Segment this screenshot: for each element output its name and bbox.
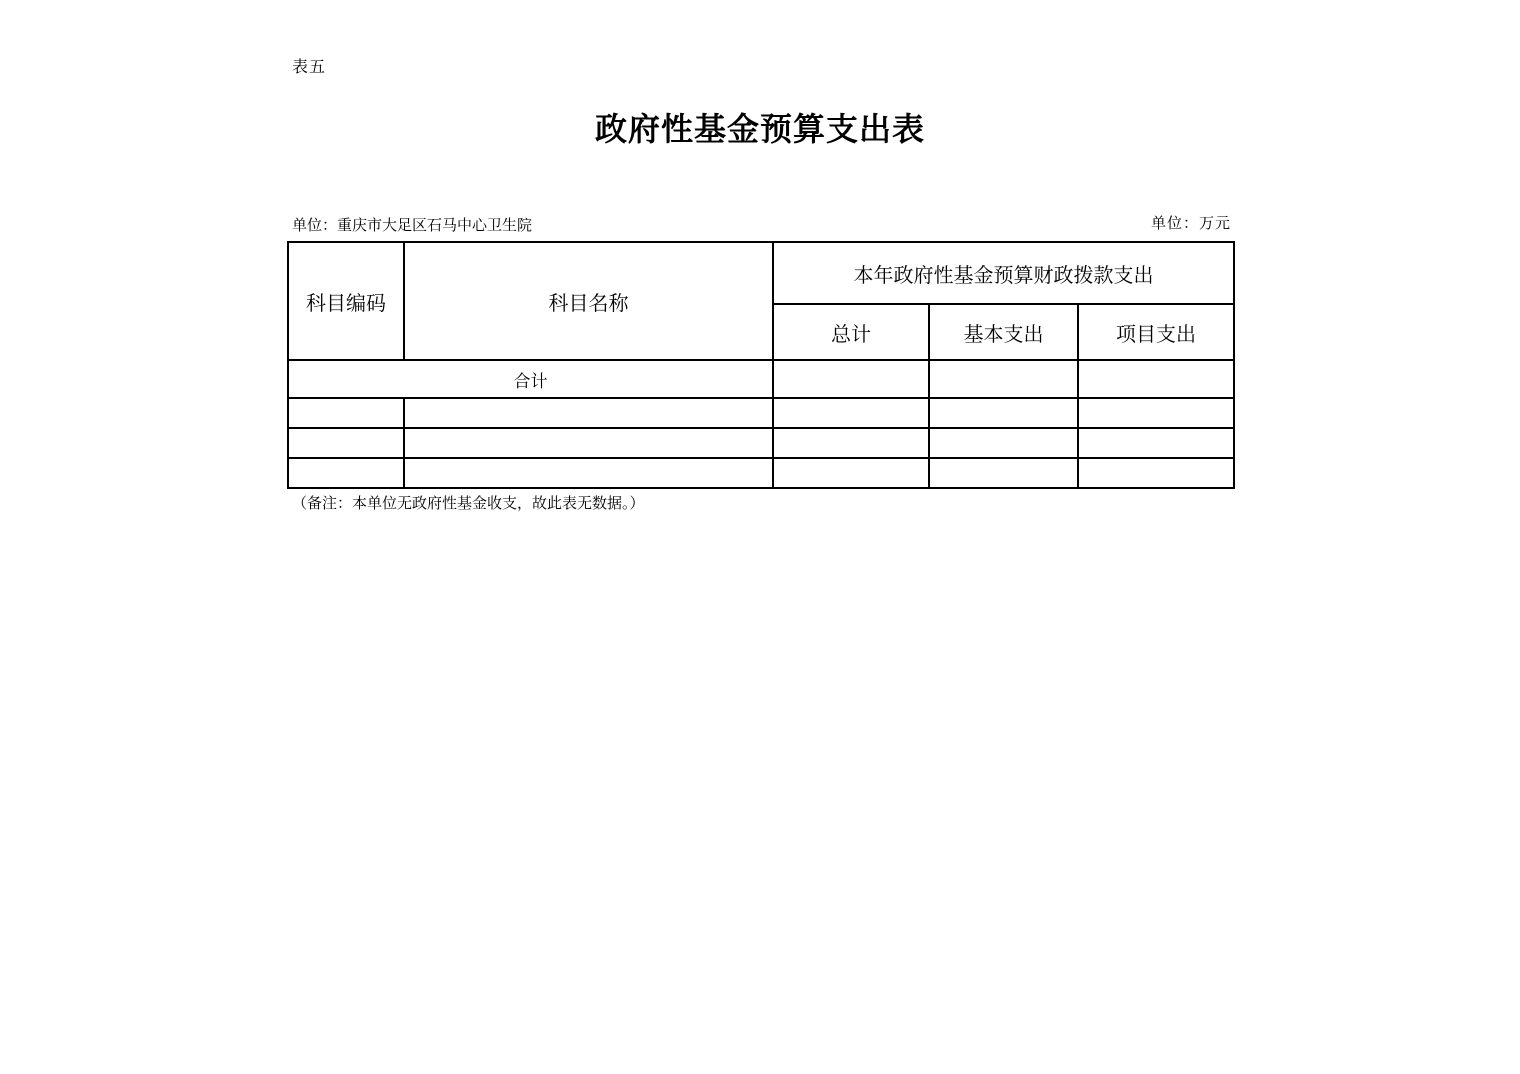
total-row-project-cell — [1078, 360, 1234, 398]
header-row-1 — [288, 242, 1234, 304]
table-number: 表五 — [292, 57, 327, 76]
table-row — [288, 458, 1234, 488]
unit-currency: 单位：万元 — [1150, 214, 1231, 232]
header-total: 总计 — [773, 304, 929, 360]
header-subject-name: 科目名称 — [404, 242, 773, 360]
row-total-cell — [773, 458, 929, 488]
row-total-cell — [773, 428, 929, 458]
table-note: （备注：本单位无政府性基金收支，故此表无数据。） — [292, 494, 645, 512]
row-name-cell — [404, 428, 773, 458]
row-code-cell — [288, 428, 404, 458]
total-label: 合计 — [288, 360, 773, 398]
total-row — [288, 360, 1234, 398]
row-project-cell — [1078, 458, 1234, 488]
row-project-cell — [1078, 428, 1234, 458]
row-total-cell — [773, 398, 929, 428]
row-name-cell — [404, 398, 773, 428]
table-row — [288, 398, 1234, 428]
unit-organization: 单位：重庆市大足区石马中心卫生院 — [292, 216, 533, 234]
header-basic-expenditure: 基本支出 — [929, 304, 1078, 360]
row-basic-cell — [929, 398, 1078, 428]
total-row-basic-cell — [929, 360, 1078, 398]
page-title: 政府性基金预算支出表 — [594, 110, 925, 148]
row-code-cell — [288, 398, 404, 428]
table-row — [288, 428, 1234, 458]
header-subject-code: 科目编码 — [288, 242, 404, 360]
row-basic-cell — [929, 428, 1078, 458]
header-project-expenditure: 项目支出 — [1078, 304, 1234, 360]
budget-expenditure-table — [287, 241, 1235, 489]
header-fund-expenditure-group: 本年政府性基金预算财政拨款支出 — [773, 242, 1234, 304]
row-project-cell — [1078, 398, 1234, 428]
row-code-cell — [288, 458, 404, 488]
total-row-total-cell — [773, 360, 929, 398]
row-name-cell — [404, 458, 773, 488]
row-basic-cell — [929, 458, 1078, 488]
